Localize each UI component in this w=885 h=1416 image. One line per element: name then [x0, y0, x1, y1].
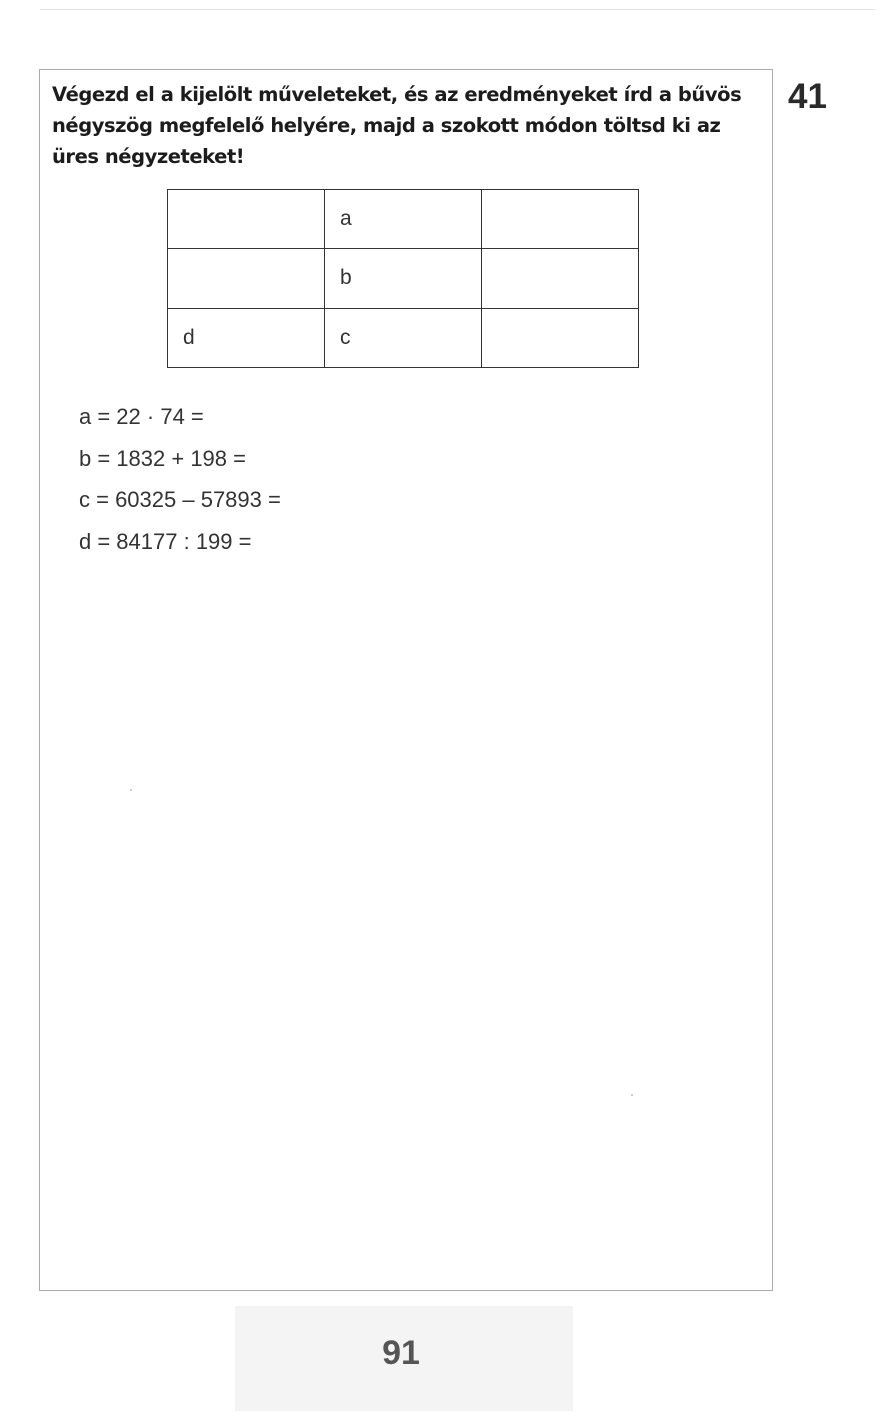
magic-square-row	[168, 249, 639, 308]
equation-d: d = 84177 : 199 =	[79, 528, 252, 554]
magic-square-cell: a	[325, 190, 482, 249]
magic-square-cell	[482, 308, 639, 367]
equation-list	[79, 396, 281, 562]
magic-square-cell	[168, 190, 325, 249]
magic-square-cell	[482, 190, 639, 249]
scan-speck	[631, 1094, 633, 1096]
exercise-number: 41	[788, 77, 827, 116]
page-number: 91	[382, 1334, 420, 1372]
magic-square-cell: b	[325, 249, 482, 308]
magic-square-cell: c	[325, 308, 482, 367]
exercise-instruction: Végezd el a kijelölt műveleteket, és az eredményeket írd a bűvös négyszög megfelelő helyére, majd a szokott módon töltsd ki az üres négyzeteket!	[52, 83, 742, 168]
scan-speck	[130, 789, 132, 791]
magic-square-row	[168, 190, 639, 249]
magic-square-row	[168, 308, 639, 367]
equation-a: a = 22 · 74 =	[79, 404, 204, 429]
equation-c: c = 60325 – 57893 =	[79, 487, 281, 512]
magic-square-grid	[167, 189, 639, 368]
magic-square-cell	[482, 249, 639, 308]
equation-b: b = 1832 + 198 =	[79, 445, 246, 471]
magic-square-cell: d	[168, 308, 325, 367]
top-rule	[40, 9, 875, 10]
magic-square-cell	[168, 249, 325, 308]
